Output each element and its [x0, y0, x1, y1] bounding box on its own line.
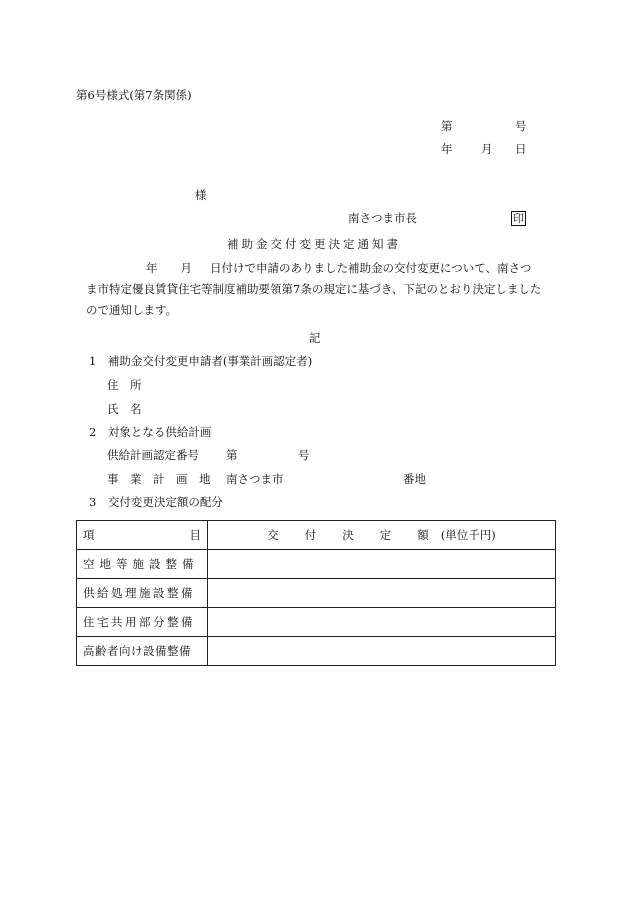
- row-amount: [208, 579, 556, 608]
- addressee-suffix: 様: [195, 188, 207, 202]
- row-amount: [208, 637, 556, 666]
- row-amount: [208, 608, 556, 637]
- row-item: 空地等施設整備: [77, 550, 208, 579]
- table-row: [77, 637, 556, 666]
- site-banchi: 番地: [403, 472, 426, 486]
- date-hi: 日: [515, 142, 527, 156]
- row-item: 高齢者向け設備整備: [77, 637, 208, 666]
- site-city: 南さつま市: [226, 472, 284, 486]
- seal-stamp: 印: [513, 212, 524, 225]
- table-row: [77, 550, 556, 579]
- row-item: 住宅共用部分整備: [77, 608, 208, 637]
- section2-heading: 2 対象となる供給計画: [89, 425, 212, 439]
- header-amount-cell: 交 付 決 定 額 (単位千円): [208, 521, 556, 550]
- row-item: 供給処理施設整備: [77, 579, 208, 608]
- cert-dai: 第: [226, 448, 238, 462]
- allocation-table: [76, 520, 556, 666]
- date-nen: 年: [441, 142, 453, 156]
- ref-go: 号: [515, 119, 527, 133]
- section1-heading: 1 補助金交付変更申請者(事業計画認定者): [89, 354, 313, 368]
- table-header-row: [77, 521, 556, 550]
- table-row: [77, 608, 556, 637]
- form-number: 第6号様式(第7条関係): [76, 88, 192, 102]
- cert-number-label: 供給計画認定番号: [107, 448, 199, 462]
- name-label: 氏 名: [107, 402, 142, 416]
- section3-heading: 3 交付変更決定額の配分: [89, 495, 223, 509]
- issuer-name: 南さつま市長: [348, 211, 417, 225]
- body-paragraph: 年 月 日付けで申請のありました補助金の交付変更について、南さつ ま市特定優良賃貸住宅等制度補助要領第7条の規定に基づき、下記のとおり決定しました ので通知します。: [86, 261, 542, 317]
- document-title: 補助金交付変更決定通知書: [227, 237, 401, 251]
- address-label: 住 所: [107, 378, 142, 392]
- date-tsuki: 月: [481, 142, 493, 156]
- table-row: [77, 579, 556, 608]
- header-item-cell: 項 目: [77, 521, 208, 550]
- row-amount: [208, 550, 556, 579]
- cert-go: 号: [298, 448, 310, 462]
- ref-dai: 第: [441, 119, 453, 133]
- site-label: 事 業 計 画 地: [107, 472, 211, 486]
- ki-marker: 記: [309, 331, 321, 345]
